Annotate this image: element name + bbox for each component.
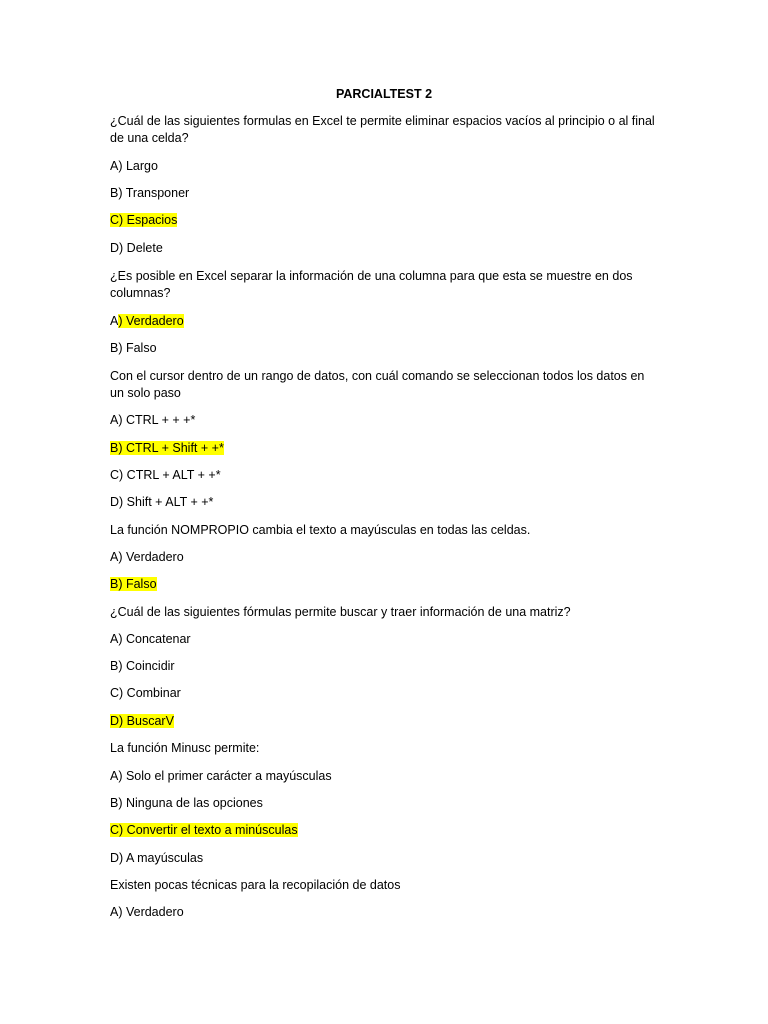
question-3-option-c: C) CTRL + ALT + +* [110, 468, 221, 482]
question-4-option-a: A) Verdadero [110, 550, 184, 564]
question-6-option-a: A) Solo el primer carácter a mayúsculas [110, 769, 332, 783]
highlighted-answer: D) BuscarV [110, 714, 174, 728]
question-6-prompt: La función Minusc permite: [110, 741, 260, 755]
question-1-option-a: A) Largo [110, 159, 158, 173]
highlighted-answer: ) Verdadero [118, 314, 184, 328]
question-2-option-a: A) Verdadero [110, 314, 184, 328]
question-1-option-c [110, 212, 655, 229]
question-5-option-a: A) Concatenar [110, 632, 191, 646]
question-6-option-b: B) Ninguna de las opciones [110, 796, 263, 810]
question-2-option-b: B) Falso [110, 341, 157, 355]
question-3-option-d: D) Shift + ALT + +* [110, 495, 214, 509]
question-5-prompt: ¿Cuál de las siguientes fórmulas permite buscar y traer información de una matriz? [110, 605, 571, 619]
question-1-prompt: ¿Cuál de las siguientes formulas en Excel te permite eliminar espacios vacíos al principio o al final de una celda? [110, 114, 655, 145]
question-7-prompt: Existen pocas técnicas para la recopilación de datos [110, 878, 401, 892]
highlighted-answer: C) Convertir el texto a minúsculas [110, 823, 298, 837]
question-3-option-a: A) CTRL + + +* [110, 413, 196, 427]
highlighted-answer: B) Falso [110, 577, 157, 591]
question-4-prompt: La función NOMPROPIO cambia el texto a mayúsculas en todas las celdas. [110, 523, 531, 537]
question-6-option-c [110, 822, 655, 839]
question-4-option-b [110, 576, 655, 593]
question-2-prompt: ¿Es posible en Excel separar la información de una columna para que esta se muestre en dos columnas? [110, 269, 633, 300]
highlighted-answer: C) Espacios [110, 213, 178, 227]
question-7-option-a: A) Verdadero [110, 905, 184, 919]
question-5-option-b: B) Coincidir [110, 659, 175, 673]
question-1-option-d: D) Delete [110, 241, 163, 255]
question-1-option-b: B) Transponer [110, 186, 190, 200]
question-6-option-d: D) A mayúsculas [110, 851, 204, 865]
question-5-option-c: C) Combinar [110, 686, 181, 700]
question-3-option-b [110, 440, 655, 457]
document-title: PARCIALTEST 2 [335, 87, 433, 101]
question-5-option-d [110, 713, 655, 730]
highlighted-answer: B) CTRL + Shift + +* [110, 441, 224, 455]
question-3-prompt: Con el cursor dentro de un rango de datos, con cuál comando se seleccionan todos los datos en un solo paso [110, 369, 645, 400]
